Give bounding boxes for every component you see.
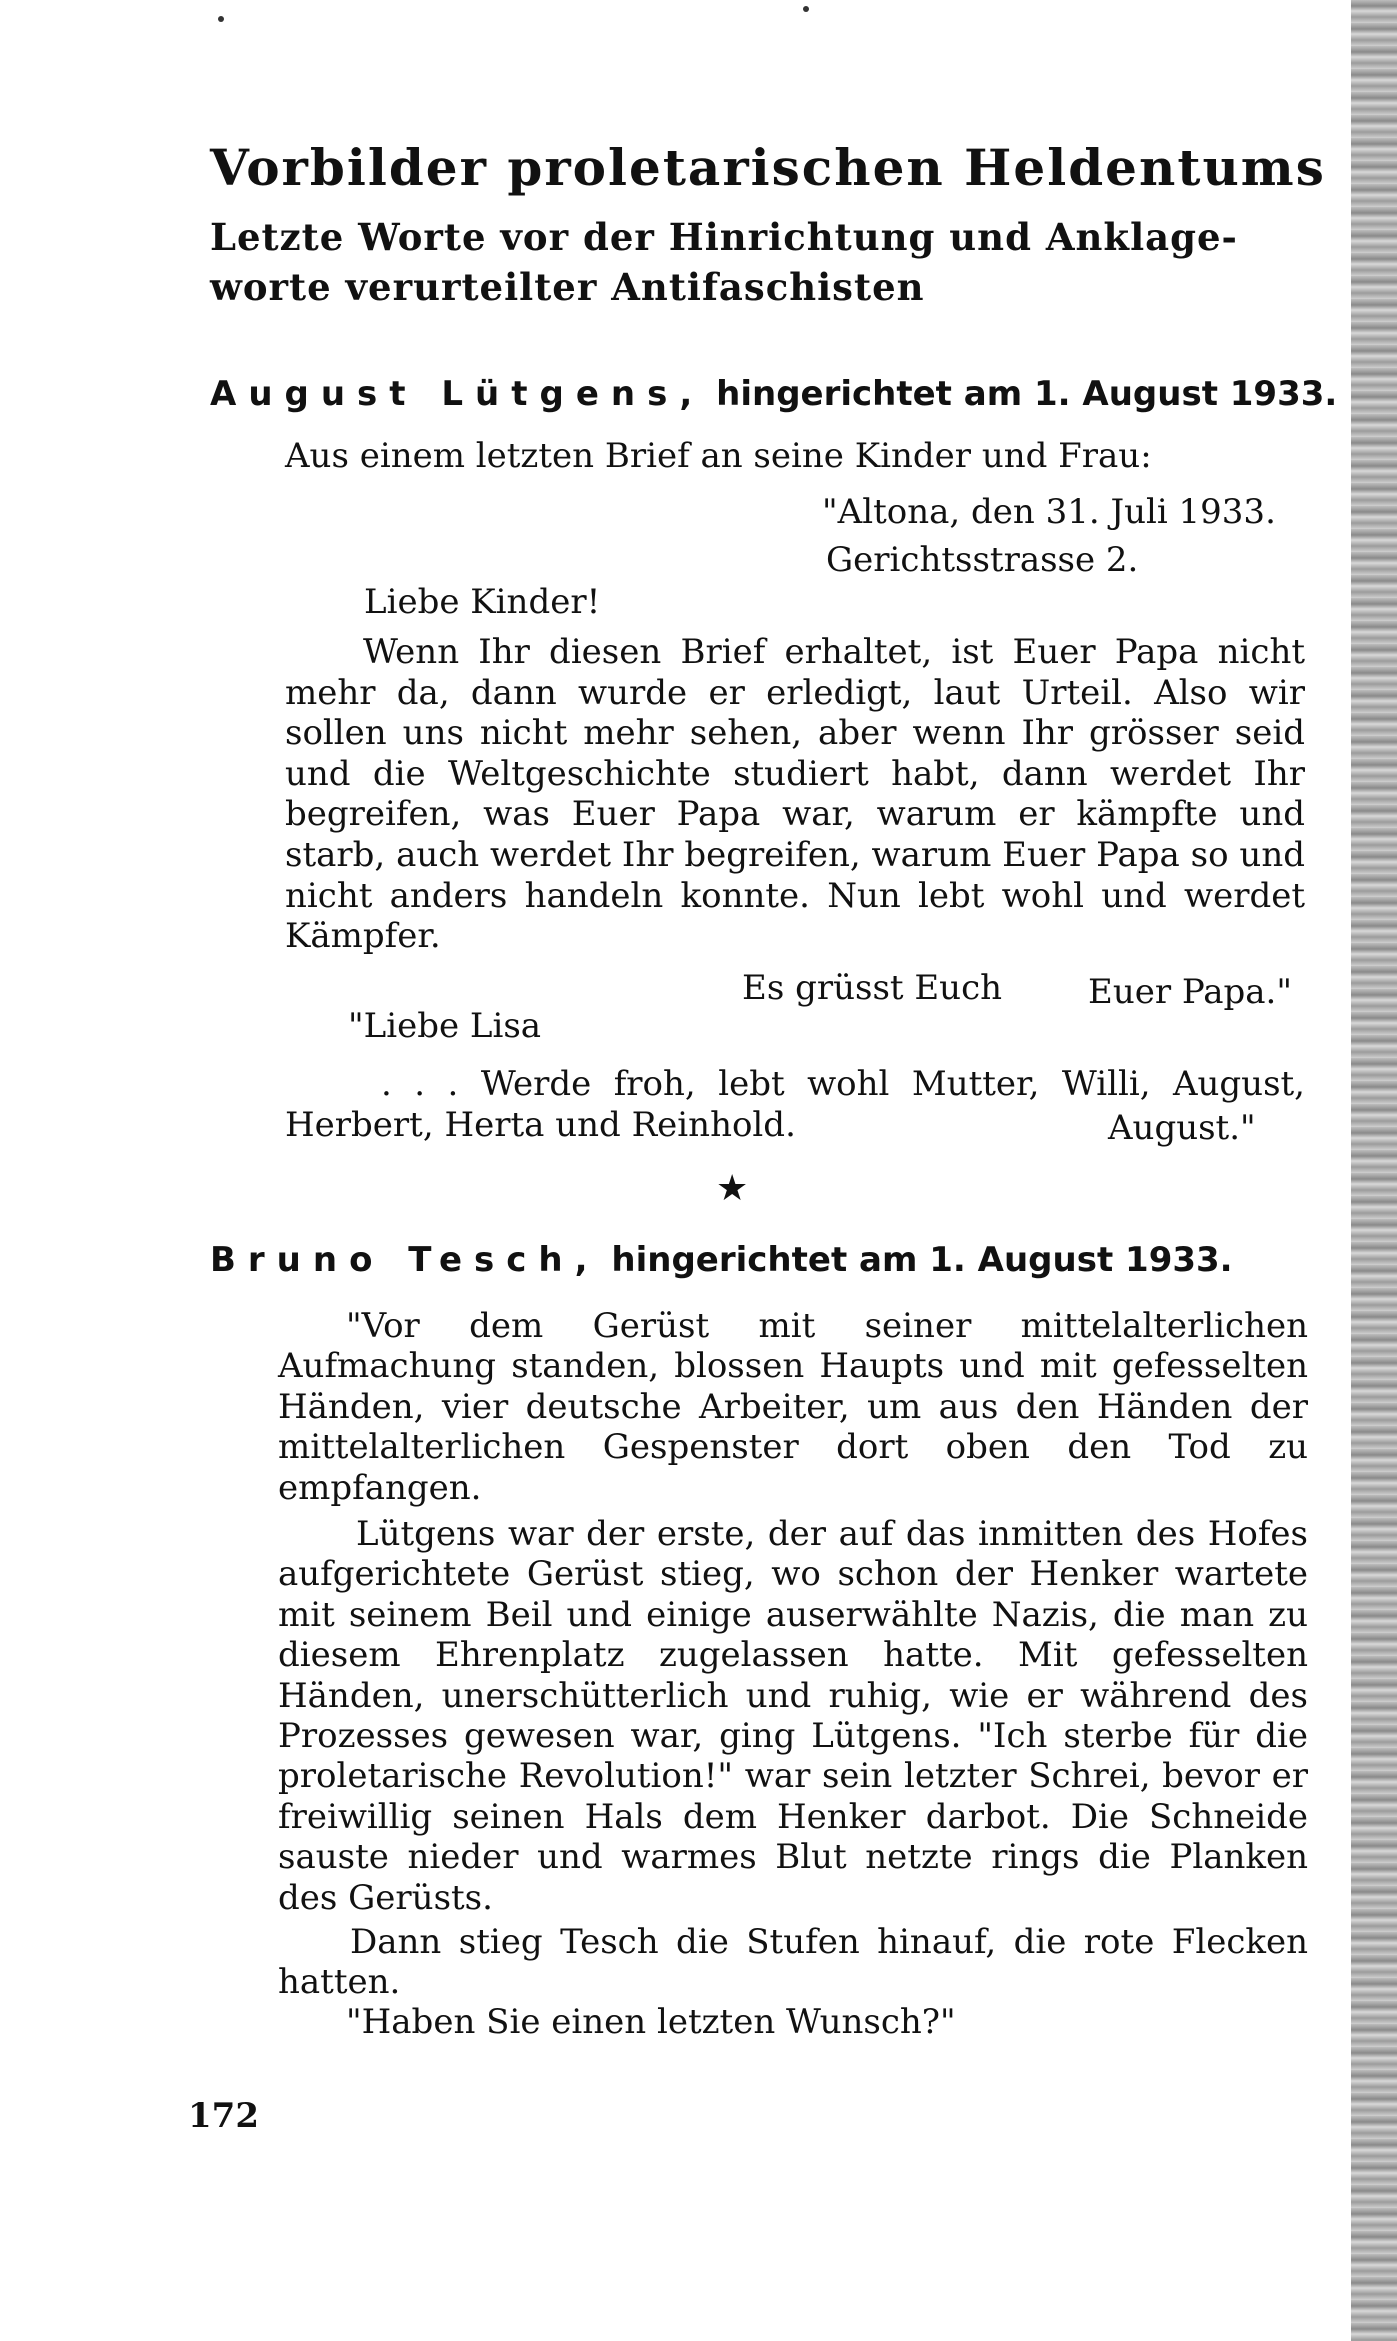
person-name: Bruno Tesch, <box>210 1240 600 1280</box>
narrative-paragraph: Lütgens war der erste, der auf das inmitten des Hofes aufgerichtete Gerüst stieg, wo schon der Henker wartete mit seinem Beil und einige auserwählte Nazis, die man zu diesem Ehrenplatz zugelassen hatte. Mit gefesselten Händen, unerschütterlich und ruhig, wie er während des Prozesses gewesen war, ging Lütgens. "Ich sterbe für die proletarische Revolution!" war sein letzter Schrei, bevor er freiwillig seinen Hals dem Henker darbot. Die Schneide sauste nieder und warmes Blut netzte rings die Planken des Gerüsts. <box>278 1514 1308 1918</box>
page-subtitle: Letzte Worte vor der Hinrichtung und Anklage-worte verurteilter Antifaschisten <box>210 215 1238 309</box>
letter-signature-2: August." <box>1108 1108 1256 1148</box>
letter-greeting: Es grüsst Euch <box>742 968 1003 1008</box>
narrative-paragraph: "Vor dem Gerüst mit seiner mittelalterlichen Aufmachung standen, blossen Haupts und mit gefesselten Händen, vier deutsche Arbeiter, um aus den Händen der mittelalterlichen Gespenster dort oben den Tod zu empfangen. <box>278 1306 1308 1508</box>
letter-salutation-2: "Liebe Lisa <box>348 1006 542 1046</box>
narrative-paragraph: Dann stieg Tesch die Stufen hinauf, die rote Flecken hatten. <box>278 1922 1308 2003</box>
heading-date: hingerichtet am 1. August 1933. <box>611 1240 1233 1280</box>
narrative-paragraph: "Haben Sie einen letzten Wunsch?" <box>346 2002 956 2042</box>
section-heading-tesch <box>210 1240 1233 1280</box>
heading-date: hingerichtet am 1. August 1933. <box>716 374 1338 414</box>
ink-speck <box>803 6 809 12</box>
letter-body: Wenn Ihr diesen Brief erhaltet, ist Euer Papa nicht mehr da, dann wurde er erledigt, laut Urteil. Also wir sollen uns nicht mehr sehen, aber wenn Ihr grösser seid und die Weltgeschichte studiert habt, dann werdet Ihr begreifen, was Euer Papa war, warum er kämpfte und starb, auch werdet Ihr begreifen, warum Euer Papa so und nicht anders handeln konnte. Nun lebt wohl und werdet Kämpfer. <box>285 632 1305 957</box>
letter-intro: Aus einem letzten Brief an seine Kinder und Frau: <box>285 436 1152 476</box>
letter-place-date: "Altona, den 31. Juli 1933. <box>822 492 1276 532</box>
letter-body-2: . . . Werde froh, lebt wohl Mutter, Willi, August, Herbert, Herta und Reinhold. <box>285 1064 1305 1145</box>
section-heading-luetgens <box>210 374 1337 414</box>
page-number: 172 <box>188 2096 259 2136</box>
letter-signature: Euer Papa." <box>1088 972 1292 1012</box>
section-separator-star: ★ <box>716 1168 749 1209</box>
person-name: August Lütgens, <box>210 374 705 414</box>
ink-speck <box>218 16 224 22</box>
letter-salutation: Liebe Kinder! <box>364 582 601 622</box>
page-title: Vorbilder proletarischen Heldentums <box>210 138 1326 197</box>
letter-address: Gerichtsstrasse 2. <box>826 540 1139 580</box>
page-spine-edge <box>1351 0 1397 2341</box>
